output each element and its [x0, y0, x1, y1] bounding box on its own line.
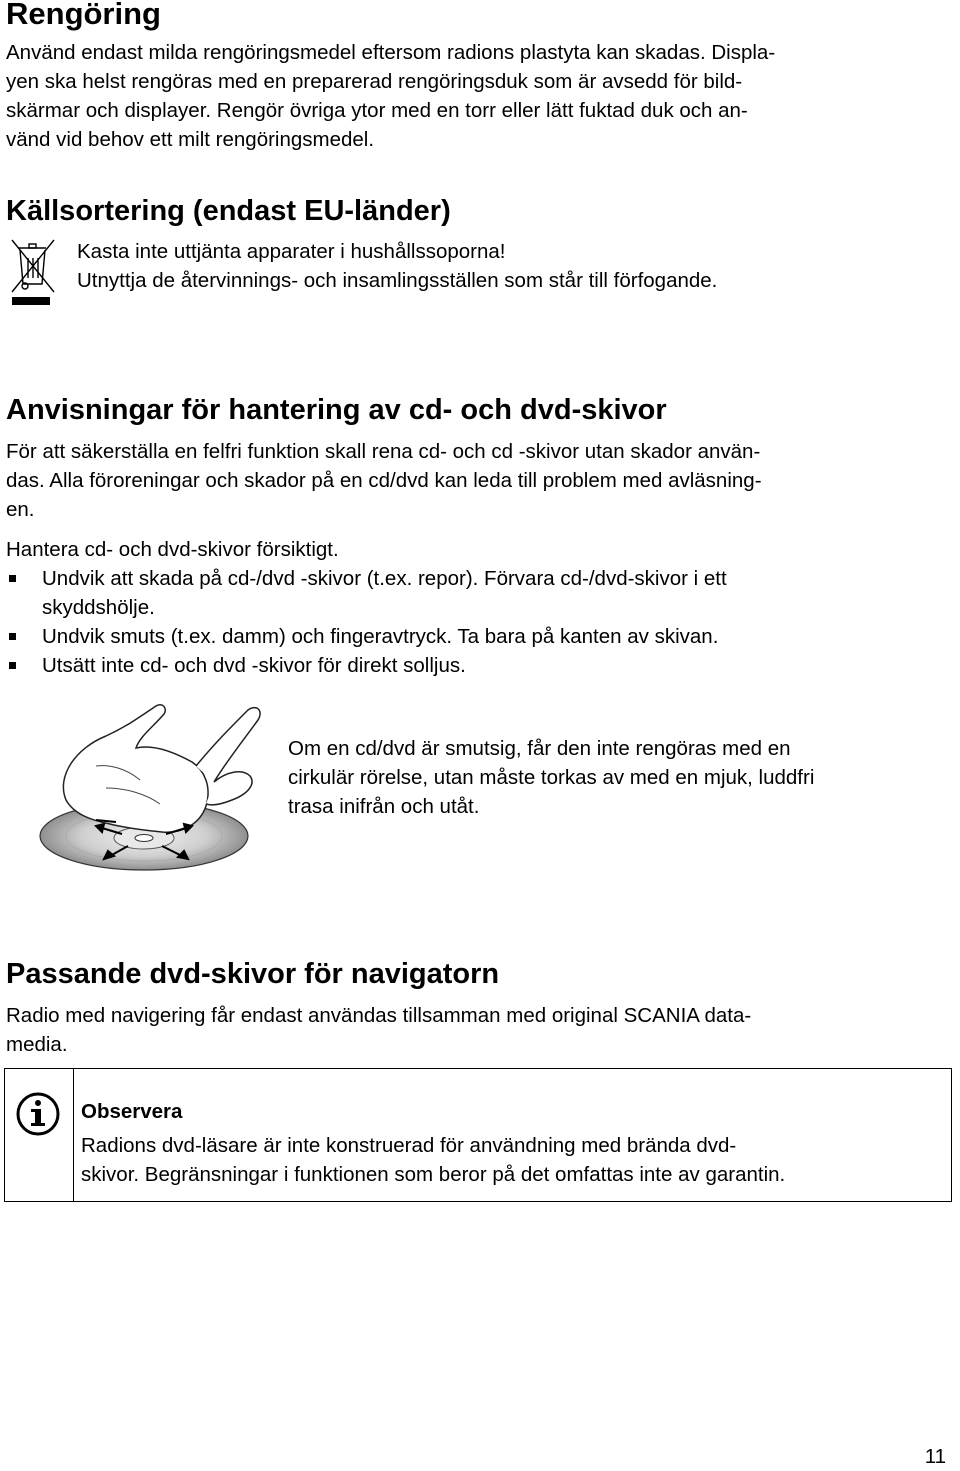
navigator-paragraph: Radio med navigering får endast användas tillsamman med original SCANIA data- media.	[6, 1004, 752, 1056]
notice-divider	[73, 1069, 74, 1201]
notice-title: Observera	[81, 1100, 183, 1123]
heading-recycling: Källsortering (endast EU-länder)	[6, 195, 451, 227]
notice-body: Radions dvd-läsare är inte konstruerad för användning med brända dvd- skivor. Begränsningar i funktionen som beror på det omfattas inte av garantin.	[81, 1134, 786, 1186]
illustration-caption: Om en cd/dvd är smutsig, får den inte rengöras med en cirkulär rörelse, utan måste torkas av med en mjuk, luddfri trasa inifrån och utåt.	[288, 737, 815, 818]
page-number: 11	[924, 1445, 946, 1468]
info-icon	[15, 1091, 61, 1142]
heading-navigator-discs: Passande dvd-skivor för navigatorn	[6, 958, 500, 990]
list-item: Undvik att skada på cd-/dvd -skivor (t.ex. repor). Förvara cd-/dvd-skivor i ett skyddshölje.	[6, 564, 727, 622]
disc-care-list	[6, 564, 727, 680]
notice-box	[4, 1068, 952, 1202]
handle-carefully-text: Hantera cd- och dvd-skivor försiktigt.	[6, 538, 339, 561]
disc-handling-paragraph: För att säkerställa en felfri funktion skall rena cd- och cd -skivor utan skador använ- das. Alla föroreningar och skador på en cd/dvd kan leda till problem med avläsning- en.	[6, 440, 762, 521]
recycling-text: Kasta inte uttjänta apparater i hushållssoporna! Utnyttja de återvinnings- och insamlingsställen som står till förfogande.	[77, 240, 718, 292]
cleaning-paragraph: Använd endast milda rengöringsmedel eftersom radions plastyta kan skadas. Displa- yen ska helst rengöras med en preparerad rengöringsduk som är avsedd för bild- skärmar och displayer. Rengör övriga ytor med en torr eller lätt fuktad duk och an- vänd vid behov ett milt rengöringsmedel.	[6, 41, 776, 151]
heading-disc-handling: Anvisningar för hantering av cd- och dvd-skivor	[6, 394, 667, 426]
list-item: Utsätt inte cd- och dvd -skivor för direkt solljus.	[6, 651, 727, 680]
crossed-out-wheelie-bin-icon	[10, 238, 56, 315]
disc-cleaning-illustration	[36, 696, 276, 881]
bullet-square-icon	[9, 575, 16, 582]
heading-cleaning: Rengöring	[6, 0, 161, 31]
bullet-square-icon	[9, 662, 16, 669]
list-item: Undvik smuts (t.ex. damm) och fingeravtryck. Ta bara på kanten av skivan.	[6, 622, 727, 651]
bullet-square-icon	[9, 633, 16, 640]
